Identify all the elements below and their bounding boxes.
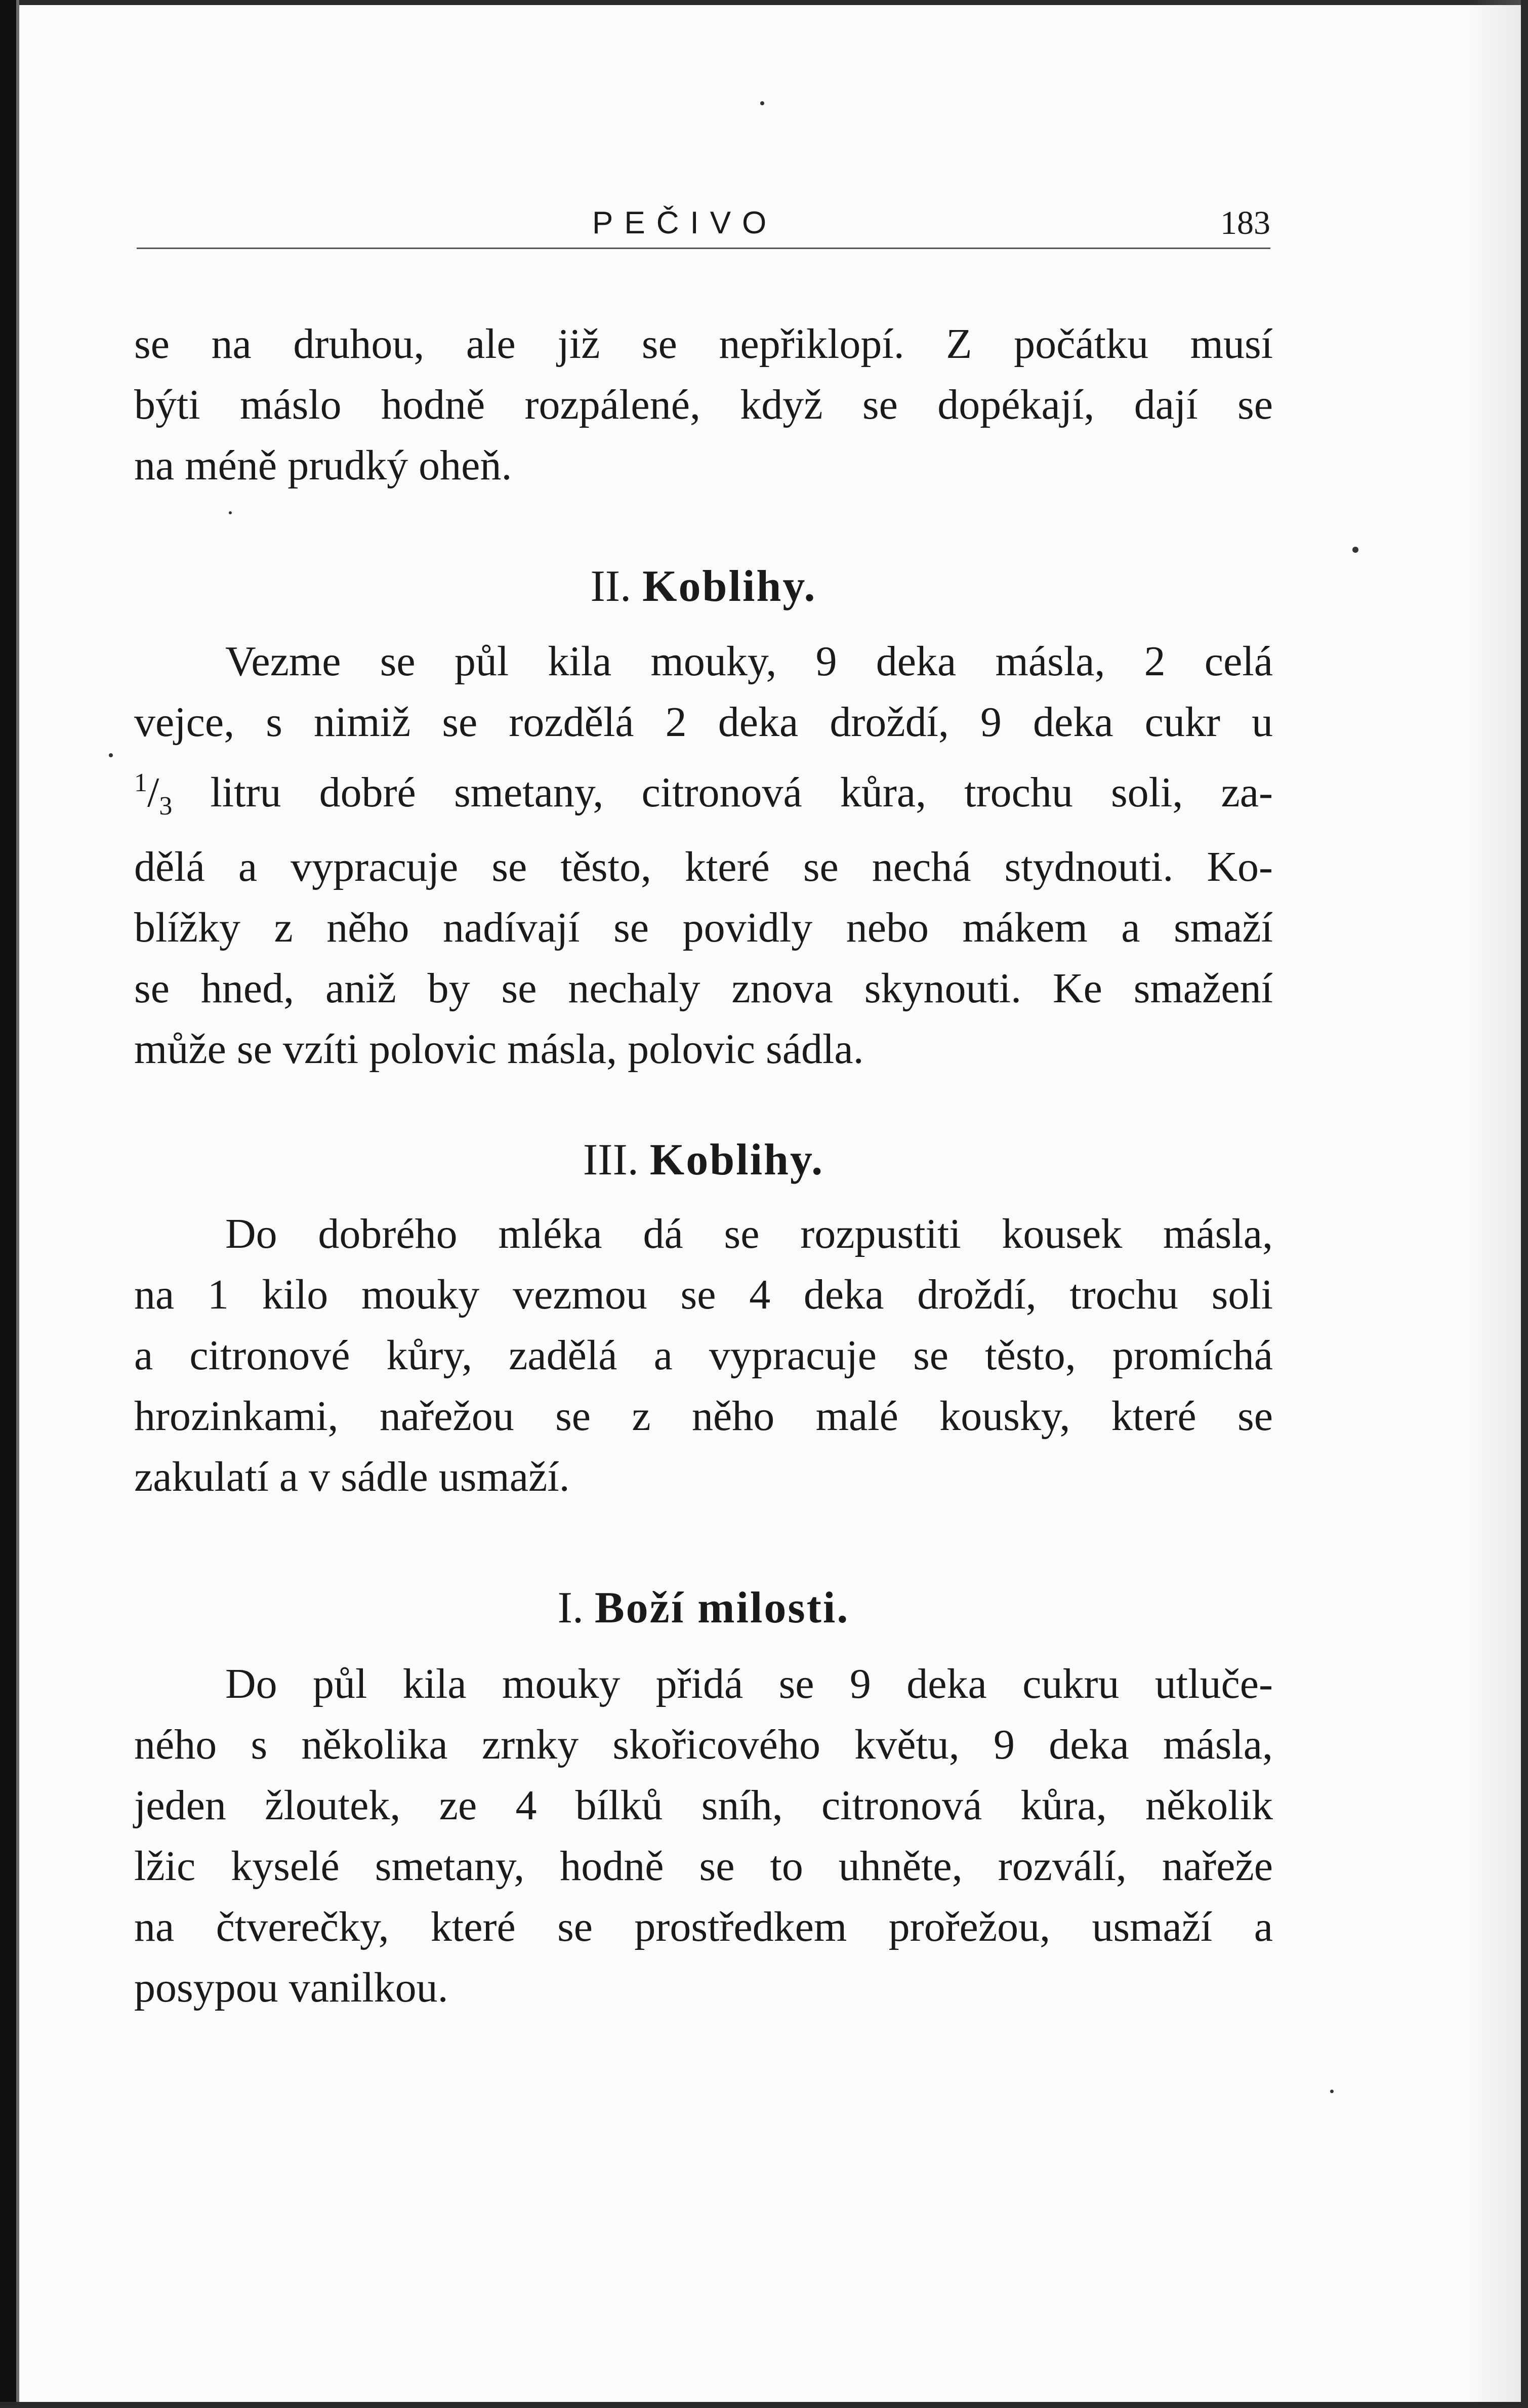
- recipe-paragraph-koblihy-3: [134, 1204, 1273, 1507]
- text-line: se na druhou, ale již se nepřiklopí. Z počátku musí: [134, 320, 1273, 368]
- running-title: PEČIVO: [592, 206, 778, 240]
- text-line: dělá a vypracuje se těsto, které se nechá stydnouti. Ko-: [134, 843, 1273, 890]
- page-number: 183: [1220, 205, 1270, 241]
- running-head: [137, 195, 1270, 251]
- recipe-heading-bozi-milosti: [134, 1582, 1273, 1634]
- recipe-heading-koblihy-2: [134, 561, 1273, 612]
- text-line: hrozinkami, nařežou se z něho malé kousky, které se: [134, 1393, 1273, 1440]
- text-line: Vezme se půl kila mouky, 9 deka másla, 2 celá: [225, 638, 1273, 685]
- scan-speck: [1330, 2090, 1334, 2093]
- text-line: se hned, aniž by se nechaly znova skynouti. Ke smažení: [134, 965, 1273, 1012]
- recipe-paragraph-bozi-milosti: [134, 1654, 1273, 2018]
- scan-binding-shadow: [16, 0, 19, 2408]
- text-line: posypou vanilkou.: [134, 1964, 448, 2011]
- text-line: může se vzíti polovic másla, polovic sádla.: [134, 1026, 864, 1073]
- text-line-rest: litru dobré smetany, citronová kůra, trochu soli, za-: [172, 769, 1273, 816]
- header-rule: [137, 248, 1270, 249]
- text-line: Do půl kila mouky přidá se 9 deka cukru utluče-: [225, 1660, 1273, 1707]
- fraction-denominator: 3: [159, 792, 173, 821]
- text-line-with-fraction: [134, 753, 1273, 837]
- scan-binding-edge: [0, 0, 16, 2408]
- text-line: na čtverečky, které se prostředkem prořežou, usmaží a: [134, 1903, 1273, 1950]
- page-body: [134, 314, 1273, 2018]
- recipe-number: II.: [590, 562, 632, 611]
- paper-edge-grain: [1465, 0, 1521, 2408]
- text-line: Do dobrého mléka dá se rozpustiti kousek másla,: [225, 1210, 1273, 1257]
- scan-speck: [760, 101, 764, 105]
- continuation-paragraph: [134, 314, 1273, 496]
- text-line: blížky z něho nadívají se povidly nebo mákem a smaží: [134, 904, 1273, 951]
- text-line: na méně prudký oheň.: [134, 442, 512, 489]
- text-line: jeden žloutek, ze 4 bílků sníh, citronová kůra, několik: [134, 1782, 1273, 1829]
- recipe-title: Koblihy.: [642, 562, 817, 611]
- text-line: zakulatí a v sádle usmaží.: [134, 1453, 570, 1500]
- scan-top-border: [0, 0, 1528, 5]
- recipe-title: Koblihy.: [649, 1135, 824, 1185]
- text-line: býti máslo hodně rozpálené, když se dopékají, dají se: [134, 381, 1273, 428]
- scan-speck: [1352, 547, 1358, 553]
- text-line: ného s několika zrnky skořicového květu, 9 deka másla,: [134, 1721, 1273, 1768]
- scan-right-border: [1521, 0, 1528, 2408]
- text-line: vejce, s nimiž se rozdělá 2 deka droždí, 9 deka cukr u: [134, 699, 1273, 746]
- text-line: a citronové kůry, zadělá a vypracuje se těsto, promíchá: [134, 1332, 1273, 1379]
- recipe-number: III.: [583, 1135, 639, 1185]
- recipe-title: Boží milosti.: [594, 1583, 850, 1632]
- fraction-slash: /: [147, 769, 159, 816]
- recipe-number: I.: [557, 1583, 584, 1632]
- recipe-heading-koblihy-3: [134, 1134, 1273, 1186]
- scan-speck: [109, 753, 113, 757]
- scan-bottom-border: [0, 2402, 1528, 2408]
- text-line: na 1 kilo mouky vezmou se 4 deka droždí, trochu soli: [134, 1271, 1273, 1318]
- recipe-paragraph-koblihy-2: [134, 631, 1273, 1080]
- fraction-numerator: 1: [134, 768, 147, 797]
- text-line: lžic kyselé smetany, hodně se to uhněte, rozválí, nařeže: [134, 1843, 1273, 1890]
